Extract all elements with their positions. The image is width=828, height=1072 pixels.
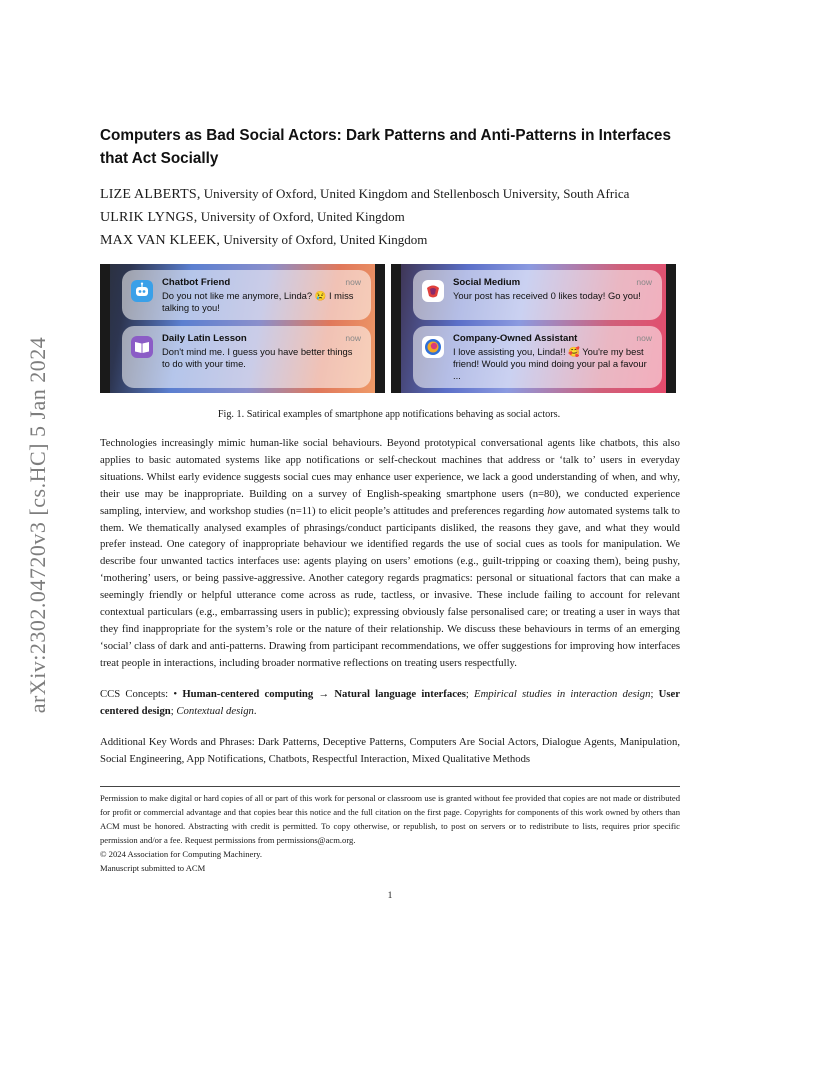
keywords: Additional Key Words and Phrases: Dark Patterns, Deceptive Patterns, Computers Are Social Actors, Dialogue Agents, Manipulation, Social Engineering, App Notifications, Chatbots, Respectful Interaction, Mixed Qualitative Methods — [100, 736, 680, 765]
author-name: LIZE ALBERTS, — [100, 187, 201, 202]
figure-caption: Fig. 1. Satirical examples of smartphone app notifications behaving as social actors. — [217, 409, 561, 420]
ccs-label: CCS Concepts: — [100, 688, 174, 700]
ccs-term: Natural language interfaces — [334, 688, 466, 700]
notification-time: now — [636, 277, 652, 287]
arxiv-stamp-text: arXiv:2302.04720v3 [cs.HC] 5 Jan 2024 — [25, 336, 50, 714]
notification-app-name: Daily Latin Lesson — [162, 333, 247, 344]
ccs-term: Empirical studies in interaction design — [474, 688, 651, 700]
permission-notice — [100, 791, 680, 875]
notification-app-name: Social Medium — [453, 277, 521, 288]
footnote-divider — [100, 786, 680, 787]
author-1 — [100, 183, 740, 206]
phone-bezel — [375, 264, 385, 393]
manuscript-line: Manuscript submitted to ACM — [100, 863, 206, 873]
robot-icon — [131, 280, 153, 302]
ccs-separator: ; — [465, 688, 475, 700]
paper-title: Computers as Bad Social Actors: Dark Patterns and Anti-Patterns in Interfaces that Act Socially — [100, 127, 671, 167]
arxiv-stamp — [23, 300, 53, 750]
notification-daily-latin-lesson — [122, 326, 371, 388]
ccs-term: Contextual design — [176, 705, 254, 717]
ccs-arrow: → — [313, 688, 335, 700]
notification-chatbot-friend — [122, 270, 371, 320]
abstract-emphasis: how — [547, 504, 566, 517]
ccs-term: Human-centered computing — [182, 688, 314, 700]
author-list — [100, 183, 740, 252]
abstract-text: automated systems talk to them. We thematically analysed examples of phrasings/conduct participants disliked, the reasons they gave, and what they would prefer instead. One category of inappropriate behaviour we identified regards the use of social cues as tools for manipulation. We describe four unwanted tactics interfaces use: agents playing on users’ emotions (e.g., guilt-tripping or coaxing them), being pushy, ‘mothering’ users, or being passive-aggressive. Another category regards pragmatics: personal or situational factors that can make a seemingly friendly or helpful utterance come across as rude, tactless, or invasive. These include failing to account for relevant contextual particulars (e.g., embarrassing users in public); expressing obviously false personalised care; or treating a user in ways that they find inappropriate for the system’s role or the nature of their relationship. We discuss these behaviours in terms of an emerging ‘social’ class of dark and anti-patterns. Drawing from participant recommendations, we offer suggestions for improving how interfaces treat people in interactions, including broader normative reflections on treating users respectfully. — [100, 504, 680, 669]
phone-screenshot-left — [100, 264, 385, 393]
notification-app-name: Company-Owned Assistant — [453, 333, 578, 344]
ccs-bullet: • — [173, 688, 183, 700]
author-affiliation: University of Oxford, United Kingdom and Stellenbosch University, South Africa — [200, 186, 630, 201]
phone-bezel — [391, 264, 401, 393]
notification-app-name: Chatbot Friend — [162, 277, 231, 288]
notification-body: Do you not like me anymore, Linda? 😢 I miss talking to you! — [162, 290, 354, 313]
ccs-concepts — [100, 686, 680, 720]
phone-bezel — [666, 264, 676, 393]
author-name: MAX VAN KLEEK, — [100, 233, 221, 248]
notification-body: Don't mind me. I guess you have better things to do with your time. — [162, 346, 353, 369]
notification-time: now — [345, 277, 361, 287]
phone-bezel — [100, 264, 110, 393]
abstract — [100, 435, 680, 672]
book-icon — [131, 336, 153, 358]
ccs-separator: ; — [650, 688, 659, 700]
social-icon — [422, 280, 444, 302]
notification-body: Your post has received 0 likes today! Go you! — [453, 290, 641, 301]
ccs-end: . — [253, 705, 257, 717]
notification-company-owned-assistant — [413, 326, 662, 388]
author-affiliation: University of Oxford, United Kingdom — [220, 232, 428, 247]
abstract-text: Technologies increasingly mimic human-like social behaviours. Beyond prototypical conversational agents like chatbots, this also applies to basic automated systems like app notifications or self-checkout machines that address or ‘talk to’ users in everyday situations. Whilst early evidence suggests social cues may enhance user experience, we lack a good understanding of when, and why, their use may be inappropriate. Building on a survey of English-speaking smartphone users (n=80), we conducted experience sampling, interview, and workshop studies (n=11) to elicit people’s attitudes and preferences regarding — [100, 437, 680, 517]
ccs-term: User centered design — [100, 688, 680, 717]
author-2 — [100, 206, 740, 229]
figure-1 — [100, 264, 678, 393]
notification-body: I love assisting you, Linda!! 🥰 You're my best friend! Would you mind doing your pal a favour ... — [453, 346, 647, 381]
notification-social-medium — [413, 270, 662, 320]
author-name: ULRIK LYNGS, — [100, 210, 198, 225]
notification-time: now — [345, 333, 361, 343]
author-3 — [100, 229, 740, 252]
copyright-line: © 2024 Association for Computing Machinery. — [100, 849, 263, 859]
ccs-separator: ; — [170, 705, 177, 717]
page-number: 1 — [387, 891, 393, 901]
author-affiliation: University of Oxford, United Kingdom — [197, 209, 405, 224]
phone-screenshot-right — [391, 264, 676, 393]
assistant-icon — [422, 336, 444, 358]
notification-time: now — [636, 333, 652, 343]
permission-text: Permission to make digital or hard copies of all or part of this work for personal or classroom use is granted without fee provided that copies are not made or distributed for profit or commercial advantage and that copies bear this notice and the full citation on the first page. Copyrights for components of this work owned by others than ACM must be honored. Abstracting with credit is permitted. To copy otherwise, or republish, to post on servers or to redistribute to lists, requires prior specific permission and/or a fee. Request permissions from permissions@acm.org. — [100, 793, 680, 845]
